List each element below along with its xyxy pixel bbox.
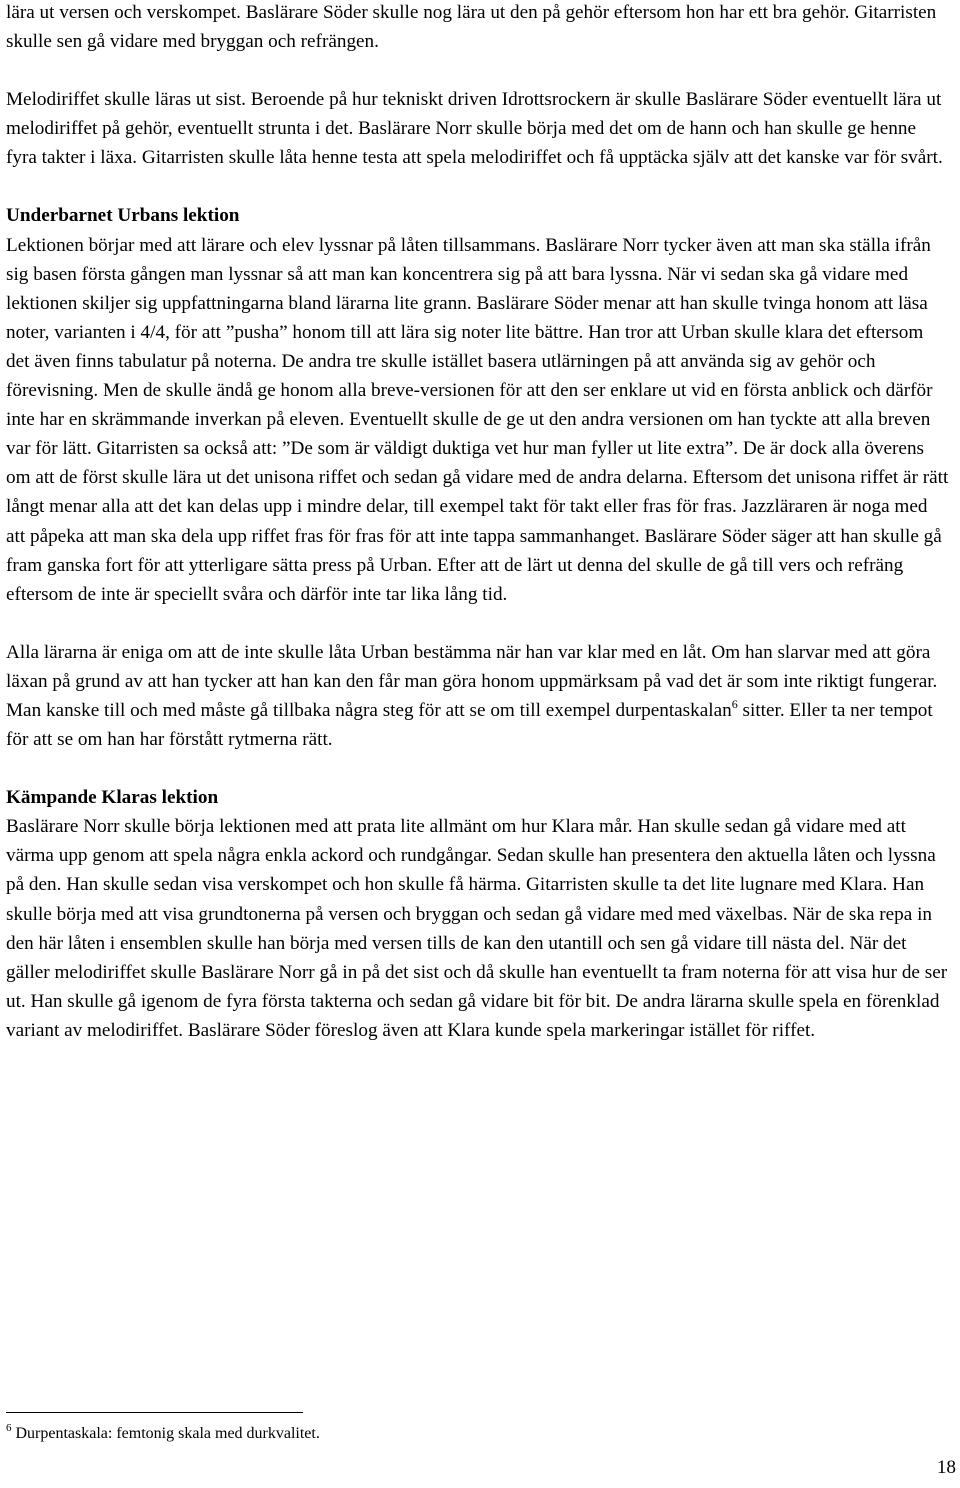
paragraph-1: lära ut versen och verskompet. Baslärare Söder skulle nog lära ut den på gehör eftersom hon har ett bra gehör. Gitarristen skulle sen gå vidare med bryggan och refrängen. bbox=[6, 2, 937, 53]
paragraph-gap bbox=[6, 754, 950, 783]
footnote bbox=[6, 1424, 320, 1444]
paragraph-gap bbox=[6, 609, 950, 638]
footnote-separator bbox=[6, 1412, 303, 1413]
footnote-text: Durpentaskala: femtonig skala med durkvalitet. bbox=[15, 1425, 320, 1442]
paragraph-2: Melodiriffet skulle läras ut sist. Beroende på hur tekniskt driven Idrottsrockern är skulle Baslärare Söder eventuellt lära ut melodiriffet på gehör, eventuellt strunta i det. Baslärare Norr skulle börja med det om de hann och han skulle ge henne fyra takter i läxa. Gitarristen skulle låta henne testa att spela melodiriffet och få upptäcka själv att det kanske var för svårt. bbox=[6, 89, 943, 169]
paragraph-4-text-a: Alla lärarna är eniga om att de inte skulle låta Urban bestämma när han var klar med en låt. Om han slarvar med att göra läxan på grund av att han tycker att han kan den får man göra honom uppmärksam på vad det är som inte riktigt fungerar. Man kanske till och med måste gå tillbaka några steg för att se om till exempel durpentaskalan bbox=[6, 641, 938, 721]
paragraph-gap bbox=[6, 56, 950, 85]
paragraph-4 bbox=[6, 638, 950, 754]
paragraph-3: Lektionen börjar med att lärare och elev lyssnar på låten tillsammans. Baslärare Norr tycker även att man ska ställa ifrån sig basen första gången man lyssnar så att man kan koncentrera sig på att bara lyssna. När vi sedan ska gå vidare med lektionen skiljer sig uppfattningarna bland lärarna lite grann. Baslärare Söder menar att han skulle tvinga honom att läsa noter, varianten i 4/4, för att ”pusha” honom till att lära sig noter lite bättre. Han tror att Urban skulle klara det eftersom det även finns tabulatur på noterna. De andra tre skulle istället basera utlärningen på att använda sig av gehör och förevisning. Men de skulle ändå ge honom alla breve-versionen för att den ser enklare ut vid en första anblick och därför inte har en skrämmande inverkan på eleven. Eventuellt skulle de ge ut den andra versionen om han tyckte att alla breven var för lätt. Gitarristen sa också att: ”De som är väldigt duktiga vet hur man fyller ut lite extra”. De är dock alla överens om att de först skulle lära ut det unisona riffet och sedan gå vidare med de andra delarna. Eftersom det unisona riffet är rätt långt menar alla att det kan delas upp i mindre delar, till exempel takt för takt eller fras för fras. Jazzläraren är noga med att påpeka att man ska dela upp riffet fras för fras för att inte tappa sammanhanget. Baslärare Söder säger att han skulle gå fram ganska fort för att ytterligare sätta press på Urban. Efter att de lärt ut denna del skulle de gå till vers och refräng eftersom de inte är speciellt svåra och därför inte tar lika lång tid. bbox=[6, 234, 949, 605]
paragraph-4-text-b: sitter. Eller ta ner tempot för att se om han har förstått rytmerna rätt. bbox=[6, 699, 933, 751]
paragraph-5: Baslärare Norr skulle börja lektionen med att prata lite allmänt om hur Klara mår. Han skulle sedan gå vidare med att värma upp genom att spela några enkla ackord och rundgångar. Sedan skulle han presentera den aktuella låten och lyssna på den. Han skulle sedan visa verskompet och hon skulle få härma. Gitarristen skulle ta det lite lugnare med Klara. Han skulle börja med att visa grundtonerna på versen och bryggan och sedan gå vidare med med växelbas. När de ska repa in den här låten i ensemblen skulle han börja med versen tills de kan den utantill och sen gå vidare till nästa del. När det gäller melodiriffet skulle Baslärare Norr gå in på det sist och då skulle han eventuellt ta fram noterna för att visa hur de ser ut. Han skulle gå igenom de fyra första takterna och sedan gå vidare bit för bit. De andra lärarna skulle spela en förenklad variant av melodiriffet. Baslärare Söder föreslog även att Klara kunde spela markeringar istället för riffet. bbox=[6, 816, 948, 1041]
footnote-number: 6 bbox=[6, 1422, 12, 1434]
document-page bbox=[6, 0, 950, 1045]
section-heading-urban: Underbarnet Urbans lektion bbox=[6, 205, 240, 227]
section-heading-klara: Kämpande Klaras lektion bbox=[6, 787, 219, 809]
footnote-reference: 6 bbox=[731, 696, 738, 711]
page-number: 18 bbox=[936, 1457, 956, 1478]
paragraph-gap bbox=[6, 172, 950, 201]
